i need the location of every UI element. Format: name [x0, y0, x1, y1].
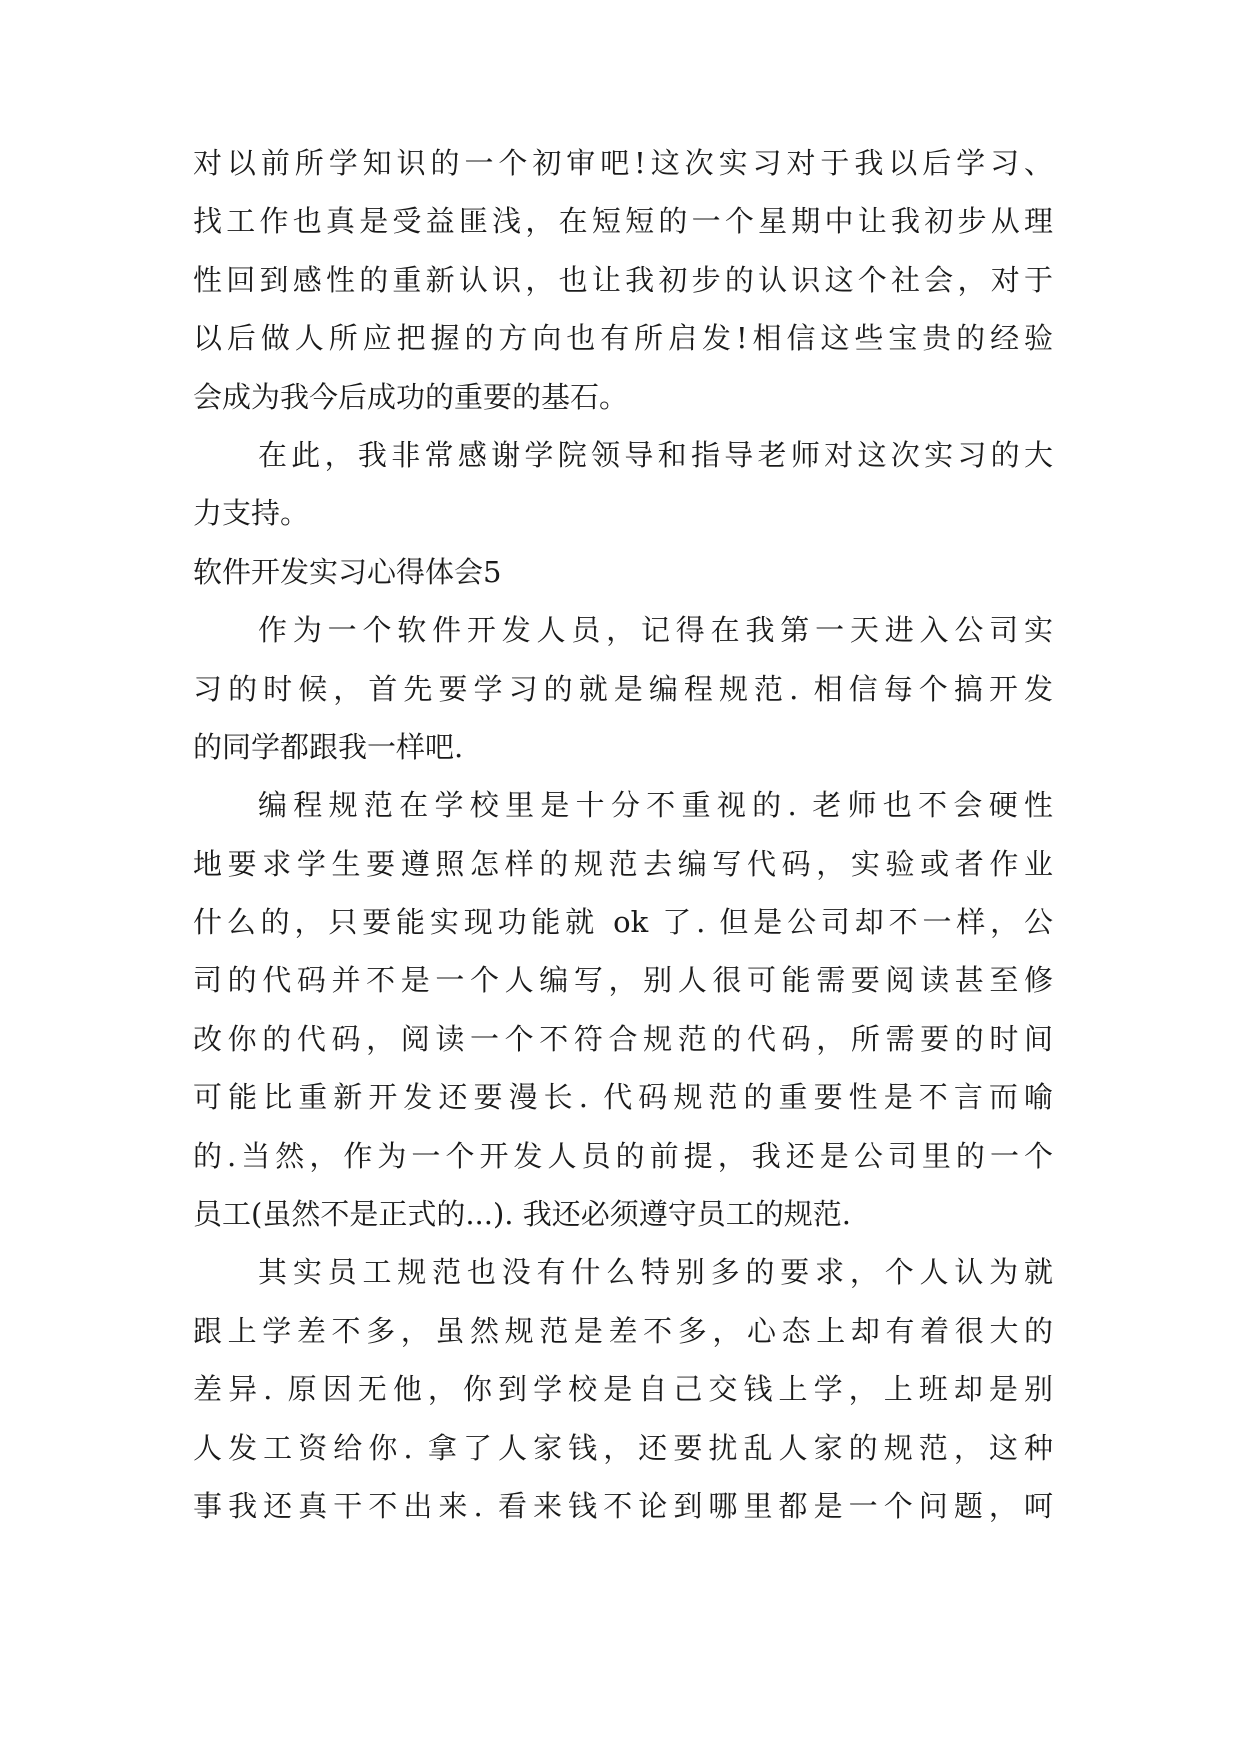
text-line: 差异. 原因无他，你到学校是自己交钱上学，上班却是别: [193, 1372, 1053, 1407]
section-heading: 软件开发实习心得体会5: [193, 554, 502, 589]
text-line: 习的时候，首先要学习的就是编程规范. 相信每个搞开发: [193, 671, 1053, 706]
text-line: 什么的，只要能实现功能就 ok 了. 但是公司却不一样，公: [193, 905, 1053, 940]
text-line: 作为一个软件开发人员，记得在我第一天进入公司实: [258, 613, 1053, 648]
text-line: 跟上学差不多，虽然规范是差不多，心态上却有着很大的: [193, 1313, 1053, 1348]
text-line: 找工作也真是受益匪浅，在短短的一个星期中让我初步从理: [193, 204, 1053, 239]
text-line: 性回到感性的重新认识，也让我初步的认识这个社会，对于: [193, 262, 1053, 297]
text-line: 司的代码并不是一个人编写，别人很可能需要阅读甚至修: [193, 963, 1053, 998]
text-line: 的.当然，作为一个开发人员的前提，我还是公司里的一个: [193, 1138, 1053, 1173]
text-line: 的同学都跟我一样吧.: [193, 729, 464, 764]
text-line: 会成为我今后成功的重要的基石。: [193, 379, 629, 414]
text-line: 可能比重新开发还要漫长. 代码规范的重要性是不言而喻: [193, 1080, 1053, 1115]
text-line: 力支持。: [193, 496, 310, 531]
document-body: [193, 134, 1053, 1535]
text-line: 地要求学生要遵照怎样的规范去编写代码，实验或者作业: [193, 846, 1053, 881]
text-line: 人发工资给你. 拿了人家钱，还要扰乱人家的规范，这种: [193, 1430, 1053, 1465]
text-line: 改你的代码，阅读一个不符合规范的代码，所需要的时间: [193, 1021, 1053, 1056]
text-line: 员工(虽然不是正式的...). 我还必须遵守员工的规范.: [193, 1197, 851, 1232]
text-line: 在此，我非常感谢学院领导和指导老师对这次实习的大: [258, 437, 1053, 472]
text-line: 编程规范在学校里是十分不重视的. 老师也不会硬性: [258, 788, 1053, 823]
text-line: 以后做人所应把握的方向也有所启发!相信这些宝贵的经验: [193, 321, 1053, 356]
text-line: 事我还真干不出来. 看来钱不论到哪里都是一个问题，呵: [193, 1488, 1053, 1523]
text-line: 其实员工规范也没有什么特别多的要求，个人认为就: [258, 1255, 1053, 1290]
text-line: 对以前所学知识的一个初审吧!这次实习对于我以后学习、: [193, 146, 1053, 180]
